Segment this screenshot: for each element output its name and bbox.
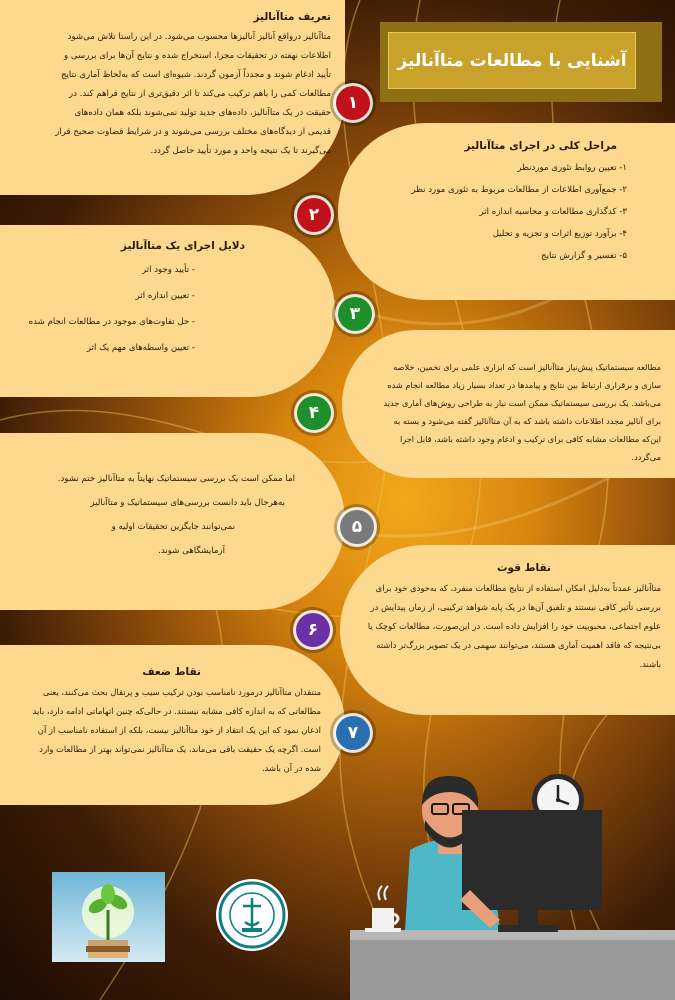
note-line: اما ممکن است یک بررسی سیستماتیک نهایتاً به متاآنالیز ختم نشود. <box>57 474 295 484</box>
definition-heading: تعریف متاآنالیز <box>253 11 331 23</box>
steps-card <box>338 123 675 300</box>
steps-item: ۳- کدگذاری مطالعات و محاسبه اندازه اثر <box>479 207 627 217</box>
reasons-item: - تعیین اندازه اثر <box>135 291 195 301</box>
reasons-item: - حل تفاوت‌های موجود در مطالعات انجام شده <box>28 317 195 327</box>
reasons-item: - تعیین واسطه‌های مهم یک اثر <box>86 343 195 353</box>
tree-on-books-logo <box>52 872 165 962</box>
person-at-computer-icon <box>350 770 675 1000</box>
step-badge-1: ۱ <box>336 86 370 120</box>
note-line: نمی‌توانند جایگزین تحقیقات اولیه و <box>111 522 235 532</box>
note-card <box>0 433 345 610</box>
step-badge-2: ۲ <box>297 198 331 232</box>
note-line: به‌هرحال باید دانست بررسی‌های سیستماتیک و متاآنالیز <box>90 498 285 508</box>
weaknesses-heading: نقاط ضعف <box>142 666 201 678</box>
steps-item: ۵- تفسیر و گزارش نتایج <box>541 251 627 261</box>
systematic-card <box>342 330 675 478</box>
step-badge-5: ۵ <box>340 510 374 544</box>
steps-item: ۲- جمع‌آوری اطلاعات از مطالعات مربوط به تئوری مورد نظر <box>411 185 627 195</box>
reasons-card <box>0 225 335 397</box>
page-title: آشنایی با مطالعات متاآنالیز <box>388 32 636 89</box>
steps-item: ۴- برآورد توزیع اثرات و تجزیه و تحلیل <box>492 229 627 239</box>
step-badge-7: ۷ <box>336 716 370 750</box>
reasons-item: - تأیید وجود اثر <box>141 265 195 275</box>
step-badge-6: ۶ <box>296 613 330 647</box>
systematic-text: مطالعه سیستماتیک پیش‌نیاز متاآنالیز است که ابزاری علمی برای تخمین، خلاصه سازی و برقراری ارتباط بین نتایج و پیامدها در تعداد بسیار زیاد مطالعه انجام شده می‌باشد. یک بررسی سیستماتیک ممکن است نیاز به طراحی روش‌های آماری جدید برای آنالیز مجدد اطلاعات داشته باشد که به آن متاآنالیز گفته می‌شود و بسته به این‌که مطالعات مشابه کافی برای ترکیب و ادغام وجود داشته باشد، قابل اجرا می‌گردد. <box>383 362 661 462</box>
step-badge-3: ۳ <box>338 297 372 331</box>
title-banner <box>380 22 662 102</box>
definition-text: متاآنالیز درواقع آنالیز آنالیزها محسوب می‌شود. در این راستا تلاش می‌شود اطلاعات نهفته در تحقیقات مجزا، استخراج شده و نتایج آن‌ها برای بررسی و تأیید ادغام شوند و مجدداً آزمون گردند. شیوه‌ای است که به‌لحاظ آماری نتایج مطالعات کمی را باهم ترکیب می‌کند تا اثر دقیق‌تری از نتایج فراهم کند. در حقیقت در یک متاآنالیز، داده‌های جدید تولید نمی‌شوند بلکه همان داده‌های قدیمی از دیدگاه‌های مختلف بررسی می‌شوند و در شرایط قضاوت صحیح قرار می‌گیرند تا یک نتیجه واحد و مورد تأیید حاصل گردد. <box>55 32 331 156</box>
strengths-heading: نقاط قوت <box>496 562 551 574</box>
steps-heading: مراحل کلی در اجرای متاآنالیز <box>464 140 617 152</box>
weaknesses-text: منتقدان متاآنالیز درمورد نامناسب بودن ترکیب سیب و پرتقال بحث می‌کنند، یعنی مطالعاتی که به اندازه کافی مشابه نیستند. در حالی‌که چنین اتهاماتی ادامه دارد، باید اذعان نمود که این یک انتقاد از خود متاآنالیز نیست، بلکه از استفاده نامناسب از آن است. اگرچه یک حقیقت باقی می‌ماند، یک متاآنالیز نمی‌تواند بهتر از مطالعات وارد شده در آن باشد. <box>32 687 321 773</box>
library-emblem-logo <box>215 878 289 952</box>
step-badge-4: ۴ <box>297 396 331 430</box>
definition-card <box>0 0 345 195</box>
note-line: آزمایشگاهی شوند. <box>158 546 225 556</box>
weaknesses-card <box>0 645 345 805</box>
steps-item: ۱- تعیین روابط تئوری موردنظر <box>517 163 627 173</box>
strengths-card <box>340 545 675 715</box>
strengths-text: متاآنالیز عمدتاً به‌دلیل امکان استفاده از نتایج مطالعات منفرد، که به‌خودی خود برای بررسی تأثیر کافی نیستند و تلفیق آن‌ها در یک پایه شواهد ترکیبی، از زمان پیدایش در علوم اجتماعی، محبوبیت خود را افزایش داده است. در این‌صورت، مطالعات کوچک یا بی‌نتیجه که فاقد اهمیت آماری هستند، می‌توانند سهمی در یک تصویر بزرگ‌تر داشته باشند. <box>367 583 661 669</box>
reasons-heading: دلایل اجرای یک متاآنالیز <box>120 240 245 252</box>
